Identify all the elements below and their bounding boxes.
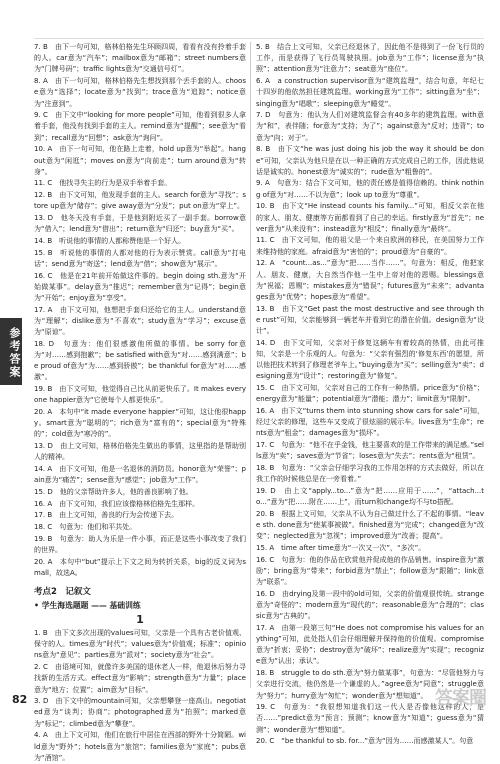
answer-item: 1. B 由下文多次出现的values可知，父亲是一个具有古老价值观、保守的人。times意为“时代”；values意为“价值观；标准”；opinions意为“意见”；parties意为“派对”；society意为“社会”。 xyxy=(34,629,246,660)
answer-item: 18. B 句意为：“父亲会仔细学习我的工作用怎样的方式去做好，所以在我工作的时候他总是在一旁看着。” xyxy=(256,464,484,484)
answer-item: 13. D 他冬天没有手套，于是他到附近买了一副手套。borrow意为“借入”；lend意为“借出”；return意为“归还”；buy意为“买”。 xyxy=(34,214,246,234)
answer-item: 12. B 由下文可知，他发现手套的主人。search for意为“寻找”；store up意为“储存”；give away意为“分发”；put on意为“穿上”。 xyxy=(34,191,246,211)
answer-item: 20. A 本句中“but”提示上下文之间为转折关系，big的反义词为small，故选A。 xyxy=(34,557,246,577)
side-label-tab: 参考答案 xyxy=(0,318,22,385)
answer-item: 7. B 由下一句可知，格林伯格先生环顾四周，看看有没有拎着手套的人。car意为“汽车”；mailbox意为“邮箱”；street numbers意为“门牌号码”；traffic lights意为“交通信号灯”。 xyxy=(34,43,246,74)
answer-item: 15. D 他的父亲帮助许多人，他的善良影响了他。 xyxy=(34,487,193,496)
answer-item: 14. A 由下文可知，他是一名退休的消防员。honor意为“荣誉”；pain意为“痛苦”；sense意为“感觉”；job意为“工作”。 xyxy=(34,465,246,485)
answer-item: 14. B 听说他的事情的人都称赞他是一个好人。 xyxy=(34,236,186,245)
answer-item: 15. B 听说他的事情的人都对他的行为表示赞赏。call意为“打电话”；send意为“寄送”；lend意为“借”；show意为“展示”。 xyxy=(34,248,246,268)
answer-item: 17. A 由下文可知，他想把手套归还给它的主人。understand意为“理解”；dislike意为“不喜欢”；study意为“学习”；excuse意为“原谅”。 xyxy=(34,305,246,337)
answer-item: 13. B 由下文“Get past the most destructive and see through the rust”可知，父亲能够到一辆老车并看到它的潜在价值。design意为“设计”。 xyxy=(256,304,484,336)
answer-item: 3. D 由下文中的mountain可知，父亲想攀登一座高山。negotiated意为“谈判；协商”；photographed意为“拍照”；marked意为“标记”；climbed意为“攀登”。 xyxy=(34,697,246,728)
subsection-title: • 学生海选题题 —— 基础训练 xyxy=(34,601,141,611)
left-answers-top xyxy=(34,42,246,579)
answer-item: 8. B 由下文“he was just doing his job the way it should be done”可知，父亲认为他只是在以一种正确的方式完成自己的工作，因此他说话是诚实的。honest意为“诚实的”；rude意为“粗鲁的”。 xyxy=(256,145,484,176)
answer-item: 10. A 由下一句可知，他在路上走着，hold up意为“举起”。hang out意为“闲逛”；moves on意为“向前走”；turn around意为“转身”。 xyxy=(34,145,246,176)
answer-item: 20. C “be thankful to sb. for...”意为“因为……而感激某人”。句意 xyxy=(256,737,474,746)
answer-item: 16. A 由下文可知，我们应该像格林伯格先生那样。 xyxy=(34,499,200,508)
top-rule xyxy=(34,38,484,39)
answer-item: 9. A 句意为：结合下文可知，他的责任感是值得信赖的。think nothing of意为“对……不以为意”；look up to意为“尊重”。 xyxy=(256,179,484,199)
answer-item: 17. A 由第一段第三句“He does not compromise his values for anything”可知，此处指人们会仔细理解并保持他的价值观。compromise意为“折衷；妥协”；destroy意为“破坏”；realize意为“实现”；recognize意为“认出；承认”。 xyxy=(256,623,484,666)
answer-item: 19. B 句意为：助人为乐是一件小事，而正是这些小事改变了我们的世界。 xyxy=(34,534,246,554)
answer-item: 11. C 他找寻失主的行为是双手举着手套。 xyxy=(34,179,172,188)
answer-item: 17. C 句意为：“他不在乎金钱，他主要喜欢的是工作带来的满足感。”sells意为“卖”；saves意为“节省”；loses意为“失去”；rents意为“租赁”。 xyxy=(256,441,484,461)
right-answers xyxy=(256,42,484,748)
answer-item: 15. A time after time意为“一次又一次”，“多次”。 xyxy=(256,543,426,552)
column-divider xyxy=(250,42,251,688)
answer-item: 14. D 由下文可知，父亲对于修复这辆车有着较高的热情，由此可推知，父亲是一个乐观的人。句意为：“父亲有强烈的‘修复东西’的愿望，所以他把技术转到了修理老爷车上。”buying意为“买”；selling意为“卖”；designing意为“设计”；restoring意为“修复”。 xyxy=(256,338,484,381)
answer-item: 19. B 由下文可知，他觉得自己比从前更快乐了。It makes everyone happier意为“它使每个人都更快乐”。 xyxy=(34,385,246,405)
left-answers-bottom xyxy=(34,628,246,764)
page-number: 82 xyxy=(12,693,28,706)
section-title: 考点2 记叙文 xyxy=(34,587,91,598)
answer-item: 7. D 句意为：他认为人们对建筑监督会有40多年的建筑监理。with意为“和”，表伴随；for意为“支持；为了”；against意为“反对；违背”；to意为“向；对于”。 xyxy=(256,111,484,142)
answer-item: 20. A 本句中“it made everyone happier”可知，这让他很happy。smart意为“聪明的”；rich意为“富有的”；special意为“特殊的”；cold意为“寒冷的”。 xyxy=(34,408,246,439)
answer-item: 18. D 句意为：他们很感激他所做的事情。be sorry for意为“对……感到抱歉”；be satisfied with意为“对……感到满意”；be proud of意为“为……感到骄傲”；be thankful for意为“对……感激”。 xyxy=(34,339,246,382)
answer-item: 18. C 句意为：他们和平共处。 xyxy=(34,523,137,532)
answer-item: 12. A “count...as...”意为“把……当作……”。句意为：相反，他把家人、朋友、健康，大自然当作他一生中上帝对他的恩赐。blessings意为“祝福；恩赐”；mistakes意为“错误”；futures意为“未来”；advantages意为“优势”；hopes意为“希望”。 xyxy=(256,259,484,301)
answer-item: 4. A 由上下文可知，他们在旅行中居住在西部的野外十分简陋。wild意为“野外”；hotels意为“旅馆”；families意为“家庭”；pubs意为“酒馆”。 xyxy=(34,731,246,762)
answer-item: 19. C 句意为：“我很想知道我们这一代人是否像他这样的人，是否……”predict意为“预言；预测”；know意为“知道”；guess意为“猜测”；wonder意为“想知道”。 xyxy=(256,703,484,734)
answer-item: 18. B struggle to do sth.意为“努力做某事”，句意为：“尽管他努力与父亲进行交流，他仍然是一个谦虚的人。”agree意为“同意”；struggle意为“努力”；hurry意为“匆忙”；wonder意为“想知道”。 xyxy=(256,669,484,700)
answer-item: 8. A 由下一句可知，格林伯格先生想找到那个丢手套的人。choose意为“选择”；locate意为“找到”；trace意为“追踪”；notice意为“注意到”。 xyxy=(34,77,246,108)
answer-item: 11. C 由下文可知，他的祖父是一个来自欧洲的移民，在美国努力工作来维持他的家庭。afraid意为“害怕的”；proud意为“自豪的”。 xyxy=(256,236,484,256)
watermark: 答案圈 xyxy=(435,688,486,709)
answer-item: 2. C 由语境可知，就像许多美国的退休老人一样，他退休后努力寻找新的生活方式。effect意为“影响”；strength意为“力量”；place意为“地方；位置”；aim意为“目标”。 xyxy=(34,663,246,694)
answer-item: 15. C 由下文可知，父亲对自己的工作有一种热情。price意为“价格”；energy意为“能量”；potential意为“潜能；潜力”；limit意为“限制”。 xyxy=(256,384,484,404)
answer-item: 16. C 句意为：他的作品在欣赏他并促成他的作品销售。inspire意为“激励”；bring意为“带来”；forbid意为“禁止”；follow意为“跟随”；link意为“联系”。 xyxy=(256,555,484,587)
answer-item: 6. A a construction supervisor意为“建筑监理”，结合句意，年纪七十四岁的他依然担任建筑监理。working意为“工作”；sitting意为“坐”；singing意为“唱歌”；sleeping意为“睡觉”。 xyxy=(256,77,484,108)
answer-item: 10. B 由下文“He instead counts his family...”可知，相反父亲在他的家人、朋友、健康等方面都看到了自己的幸运。firstly意为“首先”；never意为“从来没有”；instead意为“相反”；finally意为“最终”。 xyxy=(256,202,484,233)
answer-item: 16. C 他是在21年前开始做这件事的。begin doing sth.意为“开始做某事”。delay意为“推迟”；remember意为“记得”；begin意为“开始”；enjoy意为“享受”。 xyxy=(34,271,246,302)
answer-item: 20. B 根据上文可知，父亲从不认为自己做过什么了不起的事情。“leave sth. done意为“使某事被做”。finished意为“完成”；changed意为“改变”；neglected意为“忽视”；improved意为“改善；提高”。 xyxy=(256,509,484,541)
left-column xyxy=(34,42,246,762)
answer-item: 5. B 结合上文可知，父亲已经退休了，因此他不是得到了一份飞行员的工作，而是获得了飞行员驾驶执照。job意为“工作”；license意为“执照”；attention意为“注意力”；seat意为“座位”。 xyxy=(256,43,484,74)
answer-item: 17. B 由上文可知，善良的行为会传递下去。 xyxy=(34,511,179,520)
answer-item: 13. D 由上文可知，格林伯格先生做出的事情，这里指的是帮助别人的精神。 xyxy=(34,442,246,462)
answer-item: 16. D 由drying及第一段中的old可知，父亲的价值观很传统。strange意为“奇怪的”；modern意为“现代的”；reasonable意为“合理的”；classic意为“古典的”。 xyxy=(256,589,484,621)
answer-item: 9. C 由下文中“looking for more people”可知，他看到很多人拿着手套，他没有找到手套的主人。remind意为“提醒”；see意为“看到”；recall意为“回想”；ask意为“询问”。 xyxy=(34,111,246,142)
answer-item: 19. D 由上文“apply...to...”意为“把……应用于……”，“attach...to...”意为“把……附在……上”，而turn和change均不与to搭配。 xyxy=(256,486,484,507)
answer-item: 16. A 由下文“turns them into stunning show cars for sale”可知，经过父亲的修理，这些车又变成了很炫丽的展示车。lives意为“生命”；rents意为“租金”；damages意为“损坏”。 xyxy=(256,407,484,438)
group-number: 1 xyxy=(136,613,144,627)
